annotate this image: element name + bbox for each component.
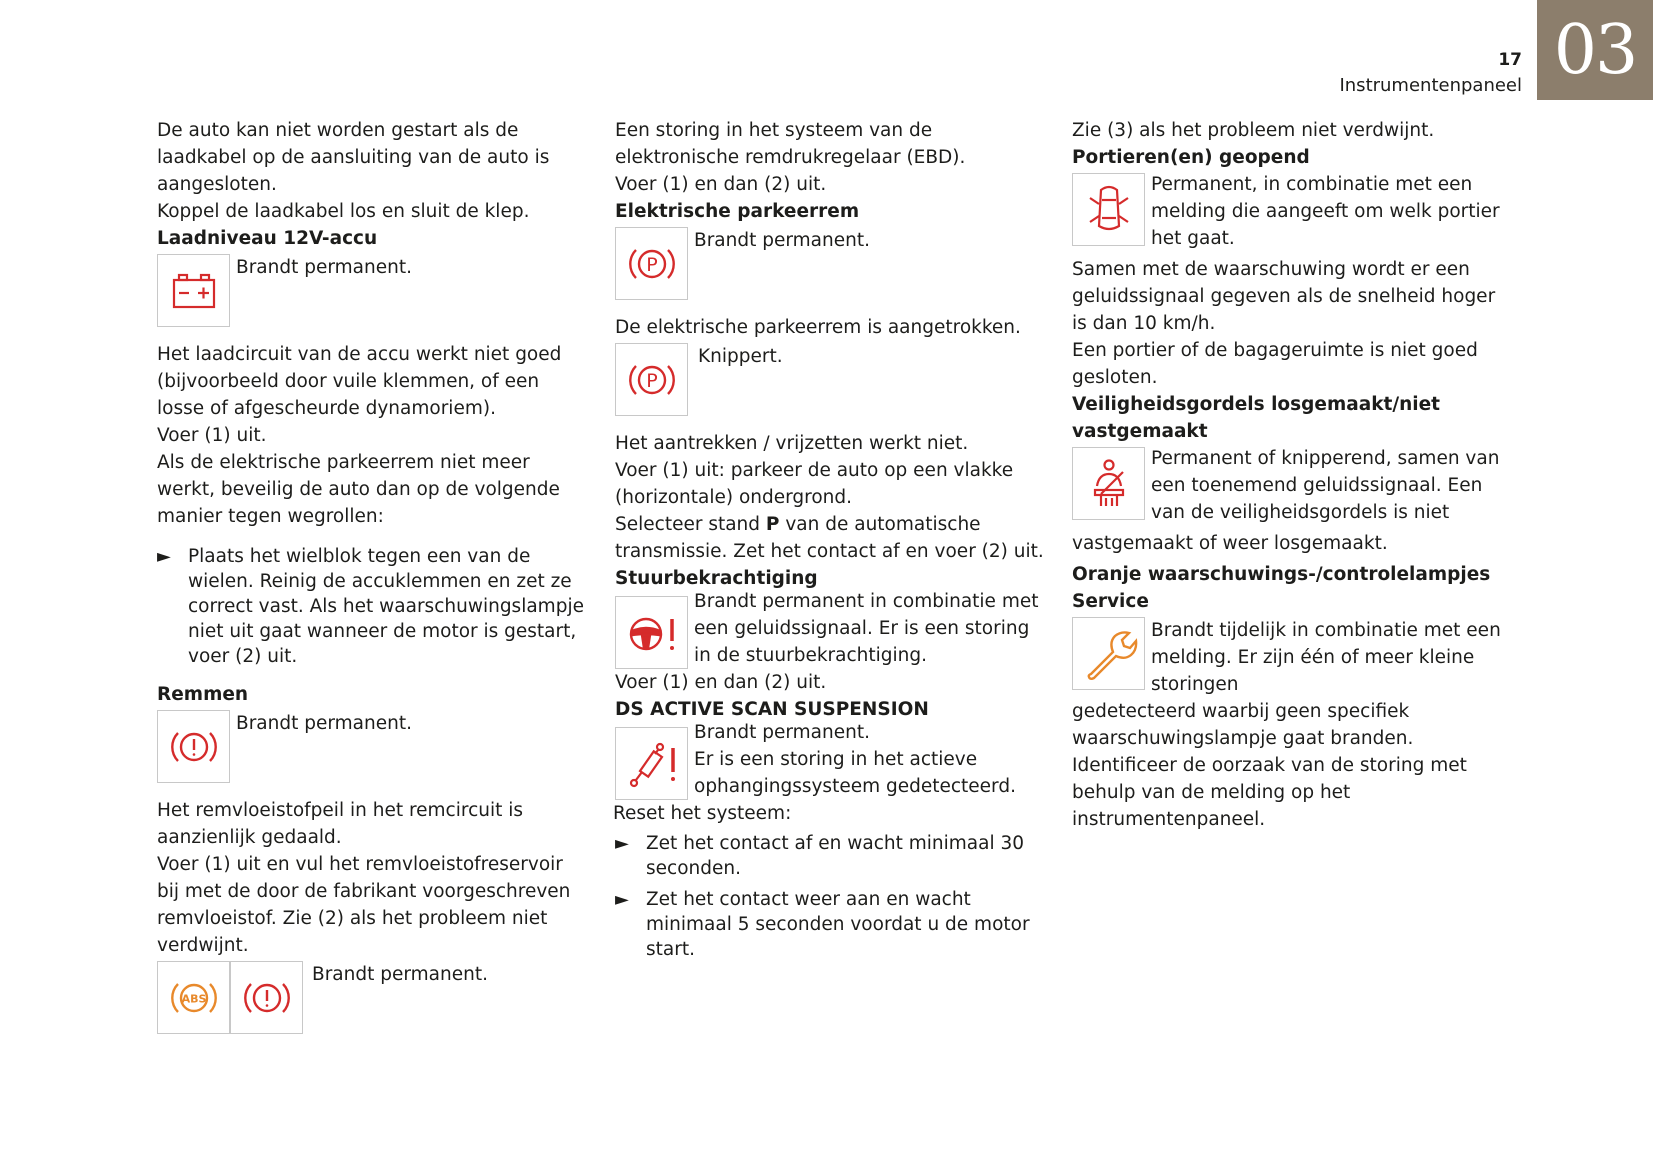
apply-release-text: Het aantrekken / vrijzetten werkt niet.	[615, 433, 969, 454]
parking-brake-glyph: P	[645, 369, 658, 392]
page-number: 17	[1498, 50, 1522, 70]
list-item	[615, 887, 1045, 962]
list-item	[615, 831, 1045, 881]
doors-row	[1072, 173, 1512, 252]
service-status: Brandt tijdelijk in combinatie met een melding. Er zijn één of meer kleine storingen	[1151, 620, 1501, 695]
seatbelt-icon	[1072, 447, 1145, 520]
brakes-status: Brandt permanent.	[236, 713, 412, 734]
brake-fluid-action-text: Voer (1) uit en vul het remvloeistofreservoir bij met de door de fabrikant voorgeschreven remvloeistof. Zie (2) als het probleem niet verdwijnt.	[157, 854, 571, 956]
suspension-heading: DS ACTIVE SCAN SUSPENSION	[615, 699, 929, 720]
door-sound-text: Samen met de waarschuwing wordt er een geluidssignaal gegeven als de snelheid hoger is dan 10 km/h.	[1072, 259, 1496, 334]
column-1	[157, 117, 589, 1034]
reset-step-1: Zet het contact af en wacht minimaal 30 seconden.	[646, 833, 1025, 879]
abs-status: Brandt permanent.	[312, 964, 488, 985]
service-detected-text: gedetecteerd waarbij geen specifiek waarschuwingslampje gaat branden.	[1072, 701, 1414, 749]
steering-status: Brandt permanent in combinatie met een geluidssignaal. Er is een storing in de stuurbekrachtiging.	[694, 591, 1039, 666]
wrench-icon	[1072, 617, 1145, 690]
select-p-text: Selecteer stand P van de automatische transmissie. Zet het contact af en voer (2) uit.	[615, 514, 1044, 562]
suspension-warning-icon	[615, 727, 688, 800]
brake-warning-icon	[157, 710, 230, 783]
orange-lamps-heading: Oranje waarschuwings-/controlelampjes	[1072, 564, 1491, 585]
bullet-arrow-icon: ►	[615, 833, 629, 854]
suspension-status	[694, 719, 1045, 800]
action-1-2-text: Voer (1) en dan (2) uit.	[615, 174, 827, 195]
battery-status: Brandt permanent.	[236, 257, 412, 278]
see-3-text: Zie (3) als het probleem niet verdwijnt.	[1072, 120, 1435, 141]
parking-brake-status-1: Brandt permanent.	[694, 230, 870, 251]
section-title: Instrumentenpaneel	[1339, 75, 1522, 96]
parking-brake-glyph: P	[645, 253, 658, 276]
battery-icon	[157, 254, 230, 327]
suspension-status-1: Brandt permanent.	[694, 722, 870, 743]
column-3	[1072, 117, 1512, 833]
ebd-text: Een storing in het systeem van de elektronische remdrukregelaar (EBD).	[615, 120, 966, 168]
bullet-arrow-icon: ►	[157, 546, 171, 567]
charging-cable-text: De auto kan niet worden gestart als de laadkabel op de aansluiting van de auto is aangesloten.	[157, 120, 550, 195]
parking-brake-row-2	[615, 343, 1045, 416]
seatbelt-heading: Veiligheidsgordels losgemaakt/niet vastgemaakt	[1072, 394, 1440, 442]
action-1-text: Voer (1) uit.	[157, 425, 267, 446]
reset-step-2: Zet het contact weer aan en wacht minimaal 5 seconden voordat u de motor start.	[646, 889, 1030, 960]
brakes-row	[157, 710, 589, 783]
parking-brake-heading: Elektrische parkeerrem	[615, 201, 860, 222]
door-open-icon	[1072, 173, 1145, 246]
parking-brake-icon	[615, 343, 688, 416]
park-flat-text: Voer (1) uit: parkeer de auto op een vlakke (horizontale) ondergrond.	[615, 460, 1014, 508]
brake-fluid-text: Het remvloeistofpeil in het remcircuit is aanzienlijk gedaald.	[157, 800, 524, 848]
seatbelt-status: Permanent of knipperend, samen van een toenemend geluidssignaal. Een van de veiligheidsgordels is niet	[1151, 448, 1500, 523]
suspension-row	[615, 722, 1045, 800]
steering-row	[615, 591, 1045, 669]
wheel-chock-text: Plaats het wielblok tegen een van de wielen. Reinig de accuklemmen en zet ze correct vast. Als het waarschuwingslampje niet uit gaat wanneer de motor is gestart, voer (2) uit.	[188, 546, 584, 667]
steering-wheel-warning-icon	[615, 596, 688, 669]
action-1-2-text-b: Voer (1) en dan (2) uit.	[615, 672, 827, 693]
service-row	[1072, 617, 1512, 698]
brakes-heading: Remmen	[157, 684, 249, 705]
parking-brake-status-2: Knippert.	[698, 346, 783, 367]
service-identify-text: Identificeer de oorzaak van de storing met behulp van de melding op het instrumentenpaneel.	[1072, 755, 1467, 830]
service-heading: Service	[1072, 591, 1149, 612]
seatbelt-row	[1072, 447, 1512, 526]
abs-row	[157, 961, 589, 1034]
parking-brake-row-1	[615, 227, 1045, 300]
suspension-status-2: Er is een storing in het actieve ophangingssysteem gedetecteerd.	[694, 749, 1016, 797]
parking-brake-fail-text: Als de elektrische parkeerrem niet meer werkt, beveilig de auto dan op de volgende manier tegen wegrollen:	[157, 452, 560, 527]
abs-label: ABS	[181, 992, 206, 1005]
door-not-closed-text: Een portier of de bagageruimte is niet goed gesloten.	[1072, 340, 1478, 388]
battery-row	[157, 254, 589, 327]
steering-heading: Stuurbekrachtiging	[615, 568, 818, 589]
doors-status: Permanent, in combinatie met een melding die aangeeft om welk portier het gaat.	[1151, 174, 1500, 249]
battery-heading: Laadniveau 12V-accu	[157, 228, 378, 249]
seatbelt-unfastened-text: vastgemaakt of weer losgemaakt.	[1072, 533, 1388, 554]
bullet-arrow-icon: ►	[615, 889, 629, 910]
abs-icon	[157, 961, 230, 1034]
charging-circuit-text: Het laadcircuit van de accu werkt niet goed (bijvoorbeeld door vuile klemmen, of een losse of afgescheurde dynamoriem).	[157, 344, 562, 419]
disconnect-text: Koppel de laadkabel los en sluit de klep.	[157, 201, 530, 222]
column-2	[615, 117, 1045, 968]
parking-brake-icon	[615, 227, 688, 300]
parking-brake-applied-text: De elektrische parkeerrem is aangetrokken.	[615, 317, 1021, 338]
list-item	[157, 544, 589, 669]
doors-heading: Portieren(en) geopend	[1072, 147, 1310, 168]
chapter-tab: 03	[1537, 0, 1653, 100]
reset-text: Reset het systeem:	[613, 803, 792, 824]
brake-warning-icon	[230, 961, 303, 1034]
